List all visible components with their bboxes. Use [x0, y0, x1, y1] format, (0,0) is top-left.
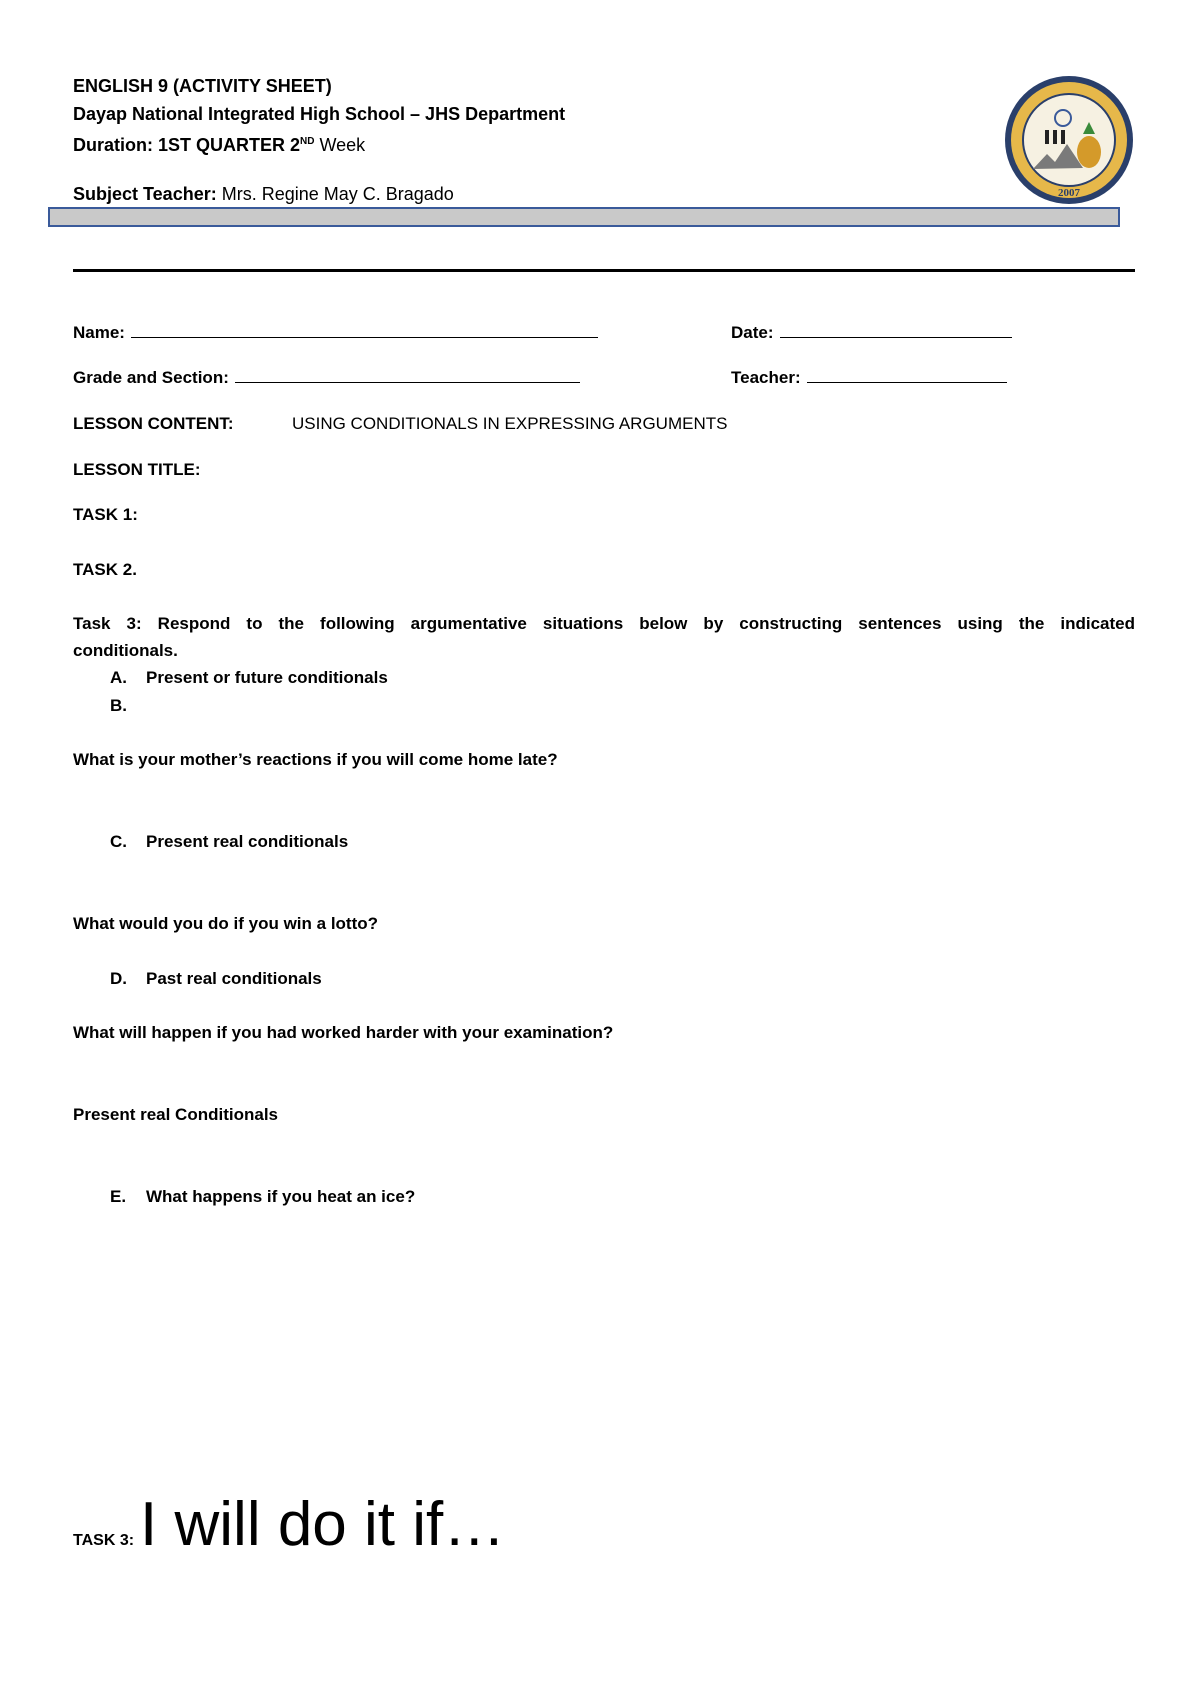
- lesson-content-label: LESSON CONTENT:: [73, 414, 234, 433]
- question-1: What is your mother’s reactions if you will come home late?: [73, 750, 558, 769]
- teacher-blank[interactable]: [807, 366, 1007, 383]
- lesson-content-value: USING CONDITIONALS IN EXPRESSING ARGUMENTS: [292, 414, 728, 433]
- duration-label: Duration: 1ST QUARTER 2: [73, 135, 301, 155]
- date-field: [731, 321, 1012, 344]
- subject-teacher-value: Mrs. Regine May C. Bragado: [216, 184, 454, 204]
- task3-instruction-line2: conditionals.: [73, 641, 178, 660]
- task1-label: TASK 1:: [73, 505, 138, 524]
- header-title: ENGLISH 9 (ACTIVITY SHEET): [73, 76, 332, 96]
- item-a-text: Present or future conditionals: [146, 668, 388, 687]
- item-e-letter: E.: [110, 1187, 127, 1206]
- question-3: What will happen if you had worked harder with your examination?: [73, 1023, 614, 1042]
- question-4: Present real Conditionals: [73, 1105, 278, 1124]
- item-c-letter: C.: [110, 832, 127, 851]
- duration-suffix: Week: [314, 135, 366, 155]
- school-seal-logo: [1003, 74, 1135, 206]
- seal-year: 2007: [1058, 187, 1080, 199]
- footer-task-label: TASK 3:: [73, 1532, 135, 1549]
- item-e-text: What happens if you heat an ice?: [146, 1187, 416, 1206]
- footer-big-text: I will do it if…: [140, 1490, 506, 1559]
- header-bar: [48, 207, 1120, 227]
- task2-label: TASK 2.: [73, 560, 137, 579]
- subject-teacher: [73, 182, 454, 206]
- teacher-field: [731, 366, 1007, 389]
- duration-sup: ND: [300, 136, 315, 147]
- task3-instruction-line1: Task 3: Respond to the following argumentative situations below by constructing sentences using the indicated: [73, 614, 1135, 633]
- name-blank[interactable]: [131, 321, 598, 338]
- item-b-letter: B.: [110, 696, 127, 715]
- item-a-letter: A.: [110, 668, 127, 687]
- name-field: [73, 321, 598, 344]
- teacher-label: Teacher:: [731, 368, 801, 387]
- item-d-text: Past real conditionals: [146, 969, 322, 988]
- divider-line: [73, 269, 1135, 272]
- name-label: Name:: [73, 323, 125, 342]
- school-name: Dayap National Integrated High School – JHS Department: [73, 104, 566, 124]
- footer-task: [73, 1490, 505, 1560]
- lesson-title-label: LESSON TITLE:: [73, 460, 201, 479]
- item-d-letter: D.: [110, 969, 127, 988]
- date-label: Date:: [731, 323, 774, 342]
- grade-section-label: Grade and Section:: [73, 368, 229, 387]
- subject-teacher-label: Subject Teacher:: [73, 184, 217, 204]
- grade-section-field: [73, 366, 580, 389]
- item-c-text: Present real conditionals: [146, 832, 349, 851]
- date-blank[interactable]: [780, 321, 1012, 338]
- grade-section-blank[interactable]: [235, 366, 580, 383]
- question-2: What would you do if you win a lotto?: [73, 914, 379, 933]
- duration: [73, 130, 365, 157]
